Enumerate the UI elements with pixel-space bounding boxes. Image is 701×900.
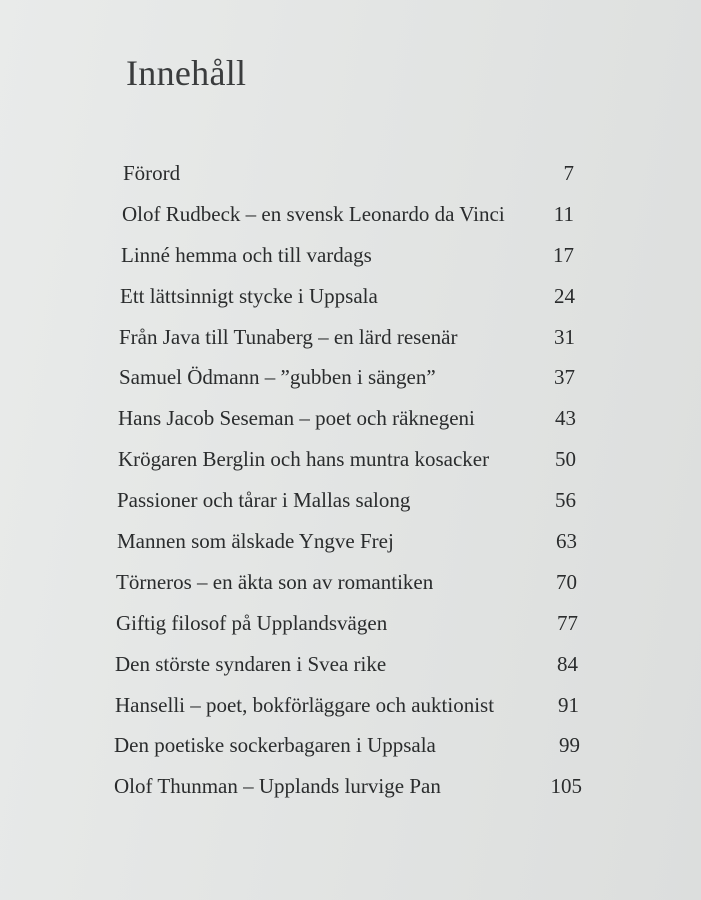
toc-entry-title: Törneros – en äkta son av romantiken <box>116 569 434 594</box>
toc-heading: Innehåll <box>126 53 247 93</box>
toc-entry <box>0 199 701 240</box>
toc-entry-title: Olof Thunman – Upplands lurvige Pan <box>114 774 441 799</box>
toc-entry <box>0 730 701 771</box>
toc-entry-title: Olof Rudbeck – en svensk Leonardo da Vinci <box>122 201 505 226</box>
toc-entry-title: Giftig filosof på Upplandsvägen <box>116 610 388 635</box>
toc-entry-page: 99 <box>559 733 580 758</box>
toc-entry-title: Passioner och tårar i Mallas salong <box>117 488 411 513</box>
toc-entry-page: 91 <box>558 692 579 717</box>
toc-entry <box>0 608 701 649</box>
toc-entry-page: 77 <box>557 610 578 635</box>
toc-entry-title: Hans Jacob Seseman – poet och räknegeni <box>118 406 475 431</box>
toc-entry-title: Mannen som älskade Yngve Frej <box>117 529 394 554</box>
toc-entry-page: 24 <box>554 283 575 308</box>
toc-entry <box>0 240 701 281</box>
toc-entry <box>0 281 701 322</box>
toc-entry <box>0 567 701 608</box>
toc-entry-page: 105 <box>550 774 582 799</box>
toc-entry-page: 84 <box>557 651 578 676</box>
toc-entry <box>0 158 701 199</box>
toc-entry-page: 7 <box>563 161 574 185</box>
toc-entry-title: Linné hemma och till vardags <box>121 242 372 267</box>
toc-entry <box>0 485 701 526</box>
toc-entry-title: Hanselli – poet, bokförläggare och auktionist <box>115 692 495 717</box>
toc-entry-title: Samuel Ödmann – ”gubben i sängen” <box>119 365 436 390</box>
toc-entry <box>0 444 701 485</box>
toc-entry <box>0 690 701 731</box>
toc-entry <box>0 403 701 444</box>
toc-entry-title: Förord <box>123 161 181 185</box>
toc-entry <box>0 322 701 363</box>
toc-entry-page: 31 <box>554 324 575 349</box>
toc-entry-title: Krögaren Berglin och hans muntra kosacker <box>118 447 490 472</box>
toc-entry-title: Den poetiske sockerbagaren i Uppsala <box>114 733 436 758</box>
toc-entry <box>0 526 701 567</box>
toc-entry-title: Från Java till Tunaberg – en lärd resenär <box>119 324 458 349</box>
toc-entry-page: 43 <box>555 406 576 431</box>
toc-entry-page: 70 <box>556 569 577 594</box>
toc-entry-page: 37 <box>554 365 575 390</box>
toc-entry-page: 63 <box>556 529 577 554</box>
toc-entry-title: Den störste syndaren i Svea rike <box>115 651 387 676</box>
toc-entry-page: 11 <box>553 201 574 226</box>
toc-entry <box>0 771 701 812</box>
toc-entry-page: 56 <box>555 488 576 513</box>
toc-entry <box>0 362 701 403</box>
toc-entry-title: Ett lättsinnigt stycke i Uppsala <box>120 283 378 308</box>
toc-entry <box>0 649 701 690</box>
table-of-contents <box>0 158 701 812</box>
toc-entry-page: 17 <box>553 242 574 267</box>
toc-entry-page: 50 <box>555 447 576 472</box>
